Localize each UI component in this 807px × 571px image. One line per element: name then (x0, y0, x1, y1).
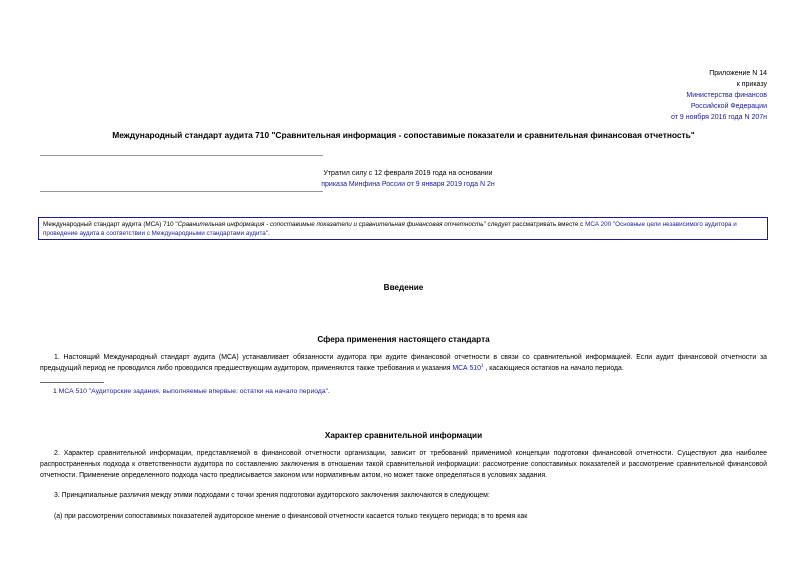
footnote (53, 387, 330, 396)
document-title: Международный стандарт аудита 710 "Сравнительная информация - сопоставимые показатели и сравнительная финансовая отчетность" (112, 130, 695, 140)
footnote-divider (40, 382, 104, 383)
footnote-end: . (328, 388, 330, 395)
appendix-ministry-link[interactable]: Министерства финансов (686, 92, 767, 99)
heading-nature: Характер сравнительной информации (324, 431, 483, 440)
paragraph-1-end: , касающиеся остатков на начало периода. (485, 365, 624, 372)
note-suffix: . (268, 230, 270, 237)
note-box (38, 217, 768, 240)
status-order-link[interactable]: приказа Минфина России от 9 января 2019 года N 2н (321, 181, 495, 188)
footnote-isa510-link[interactable]: МСА 510 "Аудиторские задания, выполняемые впервые: остатки на начало периода" (58, 388, 329, 395)
note-italic: Сравнительная информация - сопоставимые показатели и сравнительная финансовая отчетность (177, 221, 484, 228)
paragraph-1 (40, 352, 767, 374)
paragraph-2 (40, 448, 767, 481)
note-prefix: Международный стандарт аудита (МСА) 710 " (43, 221, 178, 228)
paragraph-2-text: 2. Характер сравнительной информации, представляемой в финансовой отчетности организации, зависит от требований применимой концепции подготовки финансовой отчетности. Существуют два наиболее распространенных подхода к ответственности аудитора по составлению заключения в отношении такой сравнительной информации: рассмотрение сопоставимых показателей и рассмотрение сравнительной финансовой отчетности. Применение определенного подхода часто предписывается законом или нормативным актом, но может также определяться в условиях задания. (40, 450, 767, 479)
paragraph-4-text: (а) при рассмотрении сопоставимых показателей аудиторское мнение о финансовой отчетности касается только текущего периода; в то время как (54, 513, 528, 520)
appendix-country-link[interactable]: Российской Федерации (690, 103, 767, 110)
footnote-ref[interactable]: 1 (480, 362, 484, 368)
appendix-date-link[interactable]: от 9 ноября 2016 года N 207н (671, 114, 767, 121)
heading-scope: Сфера применения настоящего стандарта (317, 335, 490, 344)
appendix-number: Приложение N 14 (709, 70, 767, 77)
status-notice (312, 168, 504, 190)
paragraph-1-text: 1. Настоящий Международный стандарт аудита (МСА) устанавливает обязанности аудитора при аудите финансовой отчетности в связи со сравнительной информацией. Если аудит финансовой отчетности за предыдущий период не проводился либо проводился предшествующим аудитором, применяются также требования и указания (40, 354, 767, 372)
paragraph-4 (40, 511, 767, 522)
status-line: Утратил силу с 12 февраля 2019 года на основании (323, 170, 493, 177)
paragraph-3 (40, 490, 767, 501)
paragraph-3-text: 3. Принципиальные различия между этими подходами с точки зрения подготовки аудиторского заключения заключаются в следующем: (54, 492, 490, 499)
note-middle: " следует рассматривать вместе с (483, 221, 586, 228)
isa510-link[interactable]: МСА 510 (452, 365, 481, 372)
footnote-marker: 1 (53, 388, 57, 395)
divider-top (40, 155, 323, 156)
divider-bottom (40, 191, 323, 192)
heading-intro: Введение (383, 283, 424, 292)
appendix-order: к приказу (736, 81, 767, 88)
note-isa200-link[interactable]: МСА 200 "Основные цели независимого аудитора и проведение аудита в соответствии с Международными стандартами аудита" (43, 221, 737, 237)
appendix-block (671, 68, 767, 123)
